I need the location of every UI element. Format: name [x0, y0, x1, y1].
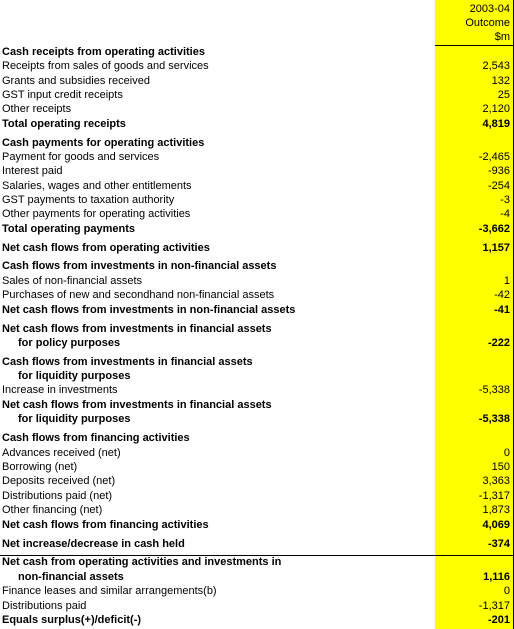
- row-label: Cash payments for operating activities: [2, 137, 205, 149]
- table-row: [0, 369, 514, 383]
- row-value: -936: [487, 165, 510, 177]
- table-row: [0, 336, 514, 350]
- row-label: Other payments for operating activities: [2, 208, 191, 220]
- row-label: Net cash from operating activities and investments in: [2, 556, 282, 568]
- column-header-year: 2003-04: [469, 3, 510, 15]
- row-label: Net cash flows from investments in financial assets: [2, 399, 272, 411]
- row-label: Cash flows from financing activities: [2, 432, 190, 444]
- table-row: [0, 193, 514, 207]
- table-row: [0, 59, 514, 73]
- row-value: 150: [491, 461, 510, 473]
- table-row: [0, 555, 514, 569]
- row-label: for liquidity purposes: [18, 413, 131, 425]
- row-value: 2,543: [482, 60, 510, 72]
- row-value: 25: [497, 89, 510, 101]
- row-value: -374: [487, 538, 510, 550]
- row-label: Net cash flows from investments in non-financial assets: [2, 304, 296, 316]
- row-label: Other financing (net): [2, 504, 103, 516]
- table-row: [0, 518, 514, 532]
- table-row: [0, 150, 514, 164]
- table-row: [0, 102, 514, 116]
- table-row: [0, 74, 514, 88]
- row-label: Total operating receipts: [2, 118, 126, 130]
- table-row: [0, 398, 514, 412]
- row-value: 1,157: [482, 242, 510, 254]
- row-label: GST input credit receipts: [2, 89, 123, 101]
- row-label: Equals surplus(+)/deficit(-): [2, 614, 142, 626]
- row-label: for policy purposes: [18, 337, 121, 349]
- column-header-outcome: Outcome: [465, 17, 510, 29]
- table-row: [0, 537, 514, 551]
- row-label: Interest paid: [2, 165, 63, 177]
- table-row: [0, 136, 514, 150]
- table-row: [0, 412, 514, 426]
- row-label: for liquidity purposes: [18, 370, 131, 382]
- row-label: Advances received (net): [2, 447, 121, 459]
- row-value: -1,317: [478, 600, 510, 612]
- row-value: -5,338: [478, 384, 510, 396]
- table-row: [0, 431, 514, 445]
- row-label: Net increase/decrease in cash held: [2, 538, 185, 550]
- row-label: Receipts from sales of goods and services: [2, 60, 209, 72]
- row-label: Purchases of new and secondhand non-financial assets: [2, 289, 275, 301]
- row-label: Distributions paid (net): [2, 490, 113, 502]
- row-label: Grants and subsidies received: [2, 75, 150, 87]
- row-value: 132: [491, 75, 510, 87]
- row-value: 2,120: [482, 103, 510, 115]
- column-header-unit: $m: [494, 31, 510, 43]
- table-row: [0, 117, 514, 131]
- row-label: Total operating payments: [2, 223, 136, 235]
- table-row: [0, 355, 514, 369]
- row-value: 1: [503, 275, 510, 287]
- row-label: Finance leases and similar arrangements(b): [2, 585, 217, 597]
- row-value: -201: [487, 614, 510, 626]
- row-value: 4,819: [482, 118, 510, 130]
- table-row: [0, 207, 514, 221]
- row-label: Increase in investments: [2, 384, 118, 396]
- table-row: [0, 383, 514, 397]
- row-value: -254: [487, 180, 510, 192]
- table-row: [0, 446, 514, 460]
- row-value: -5,338: [478, 413, 510, 425]
- row-label: Net cash flows from investments in financial assets: [2, 323, 272, 335]
- row-value: -41: [494, 304, 510, 316]
- table-row: [0, 322, 514, 336]
- row-label: Net cash flows from financing activities: [2, 519, 209, 531]
- row-value: 1,873: [482, 504, 510, 516]
- table-row: [0, 303, 514, 317]
- row-label: Other receipts: [2, 103, 72, 115]
- table-row: [0, 88, 514, 102]
- table-row: [0, 288, 514, 302]
- table-row: [0, 503, 514, 517]
- table-row: [0, 274, 514, 288]
- row-label: Sales of non-financial assets: [2, 275, 143, 287]
- row-label: GST payments to taxation authority: [2, 194, 175, 206]
- table-row: [0, 164, 514, 178]
- table-row: [0, 460, 514, 474]
- table-row: [0, 613, 514, 627]
- row-label: Distributions paid: [2, 600, 87, 612]
- row-label: non-financial assets: [18, 571, 124, 583]
- row-value: -42: [494, 289, 510, 301]
- table-row: [0, 179, 514, 193]
- row-value: -3: [500, 194, 510, 206]
- table-row: [0, 241, 514, 255]
- row-label: Salaries, wages and other entitlements: [2, 180, 192, 192]
- row-label: Borrowing (net): [2, 461, 78, 473]
- table-row: [0, 222, 514, 236]
- table-row: [0, 599, 514, 613]
- row-label: Cash flows from investments in non-financial assets: [2, 260, 277, 272]
- row-value: -2,465: [478, 151, 510, 163]
- row-label: Deposits received (net): [2, 475, 116, 487]
- row-label: Payment for goods and services: [2, 151, 160, 163]
- row-value: 0: [503, 585, 510, 597]
- table-row: [0, 570, 514, 584]
- row-label: Cash flows from investments in financial assets: [2, 356, 253, 368]
- row-value: -4: [500, 208, 510, 220]
- row-value: 4,069: [482, 519, 510, 531]
- row-value: -222: [487, 337, 510, 349]
- row-value: -3,662: [478, 223, 510, 235]
- row-label: Net cash flows from operating activities: [2, 242, 210, 254]
- table-row: [0, 489, 514, 503]
- table-row: [0, 474, 514, 488]
- table-row: [0, 584, 514, 598]
- row-value: 1,116: [483, 571, 510, 583]
- row-value: 3,363: [482, 475, 510, 487]
- section-divider: [0, 555, 514, 556]
- table-row: [0, 45, 514, 59]
- row-label: Cash receipts from operating activities: [2, 46, 205, 58]
- row-value: 0: [503, 447, 510, 459]
- table-row: [0, 259, 514, 273]
- row-value: -1,317: [478, 490, 510, 502]
